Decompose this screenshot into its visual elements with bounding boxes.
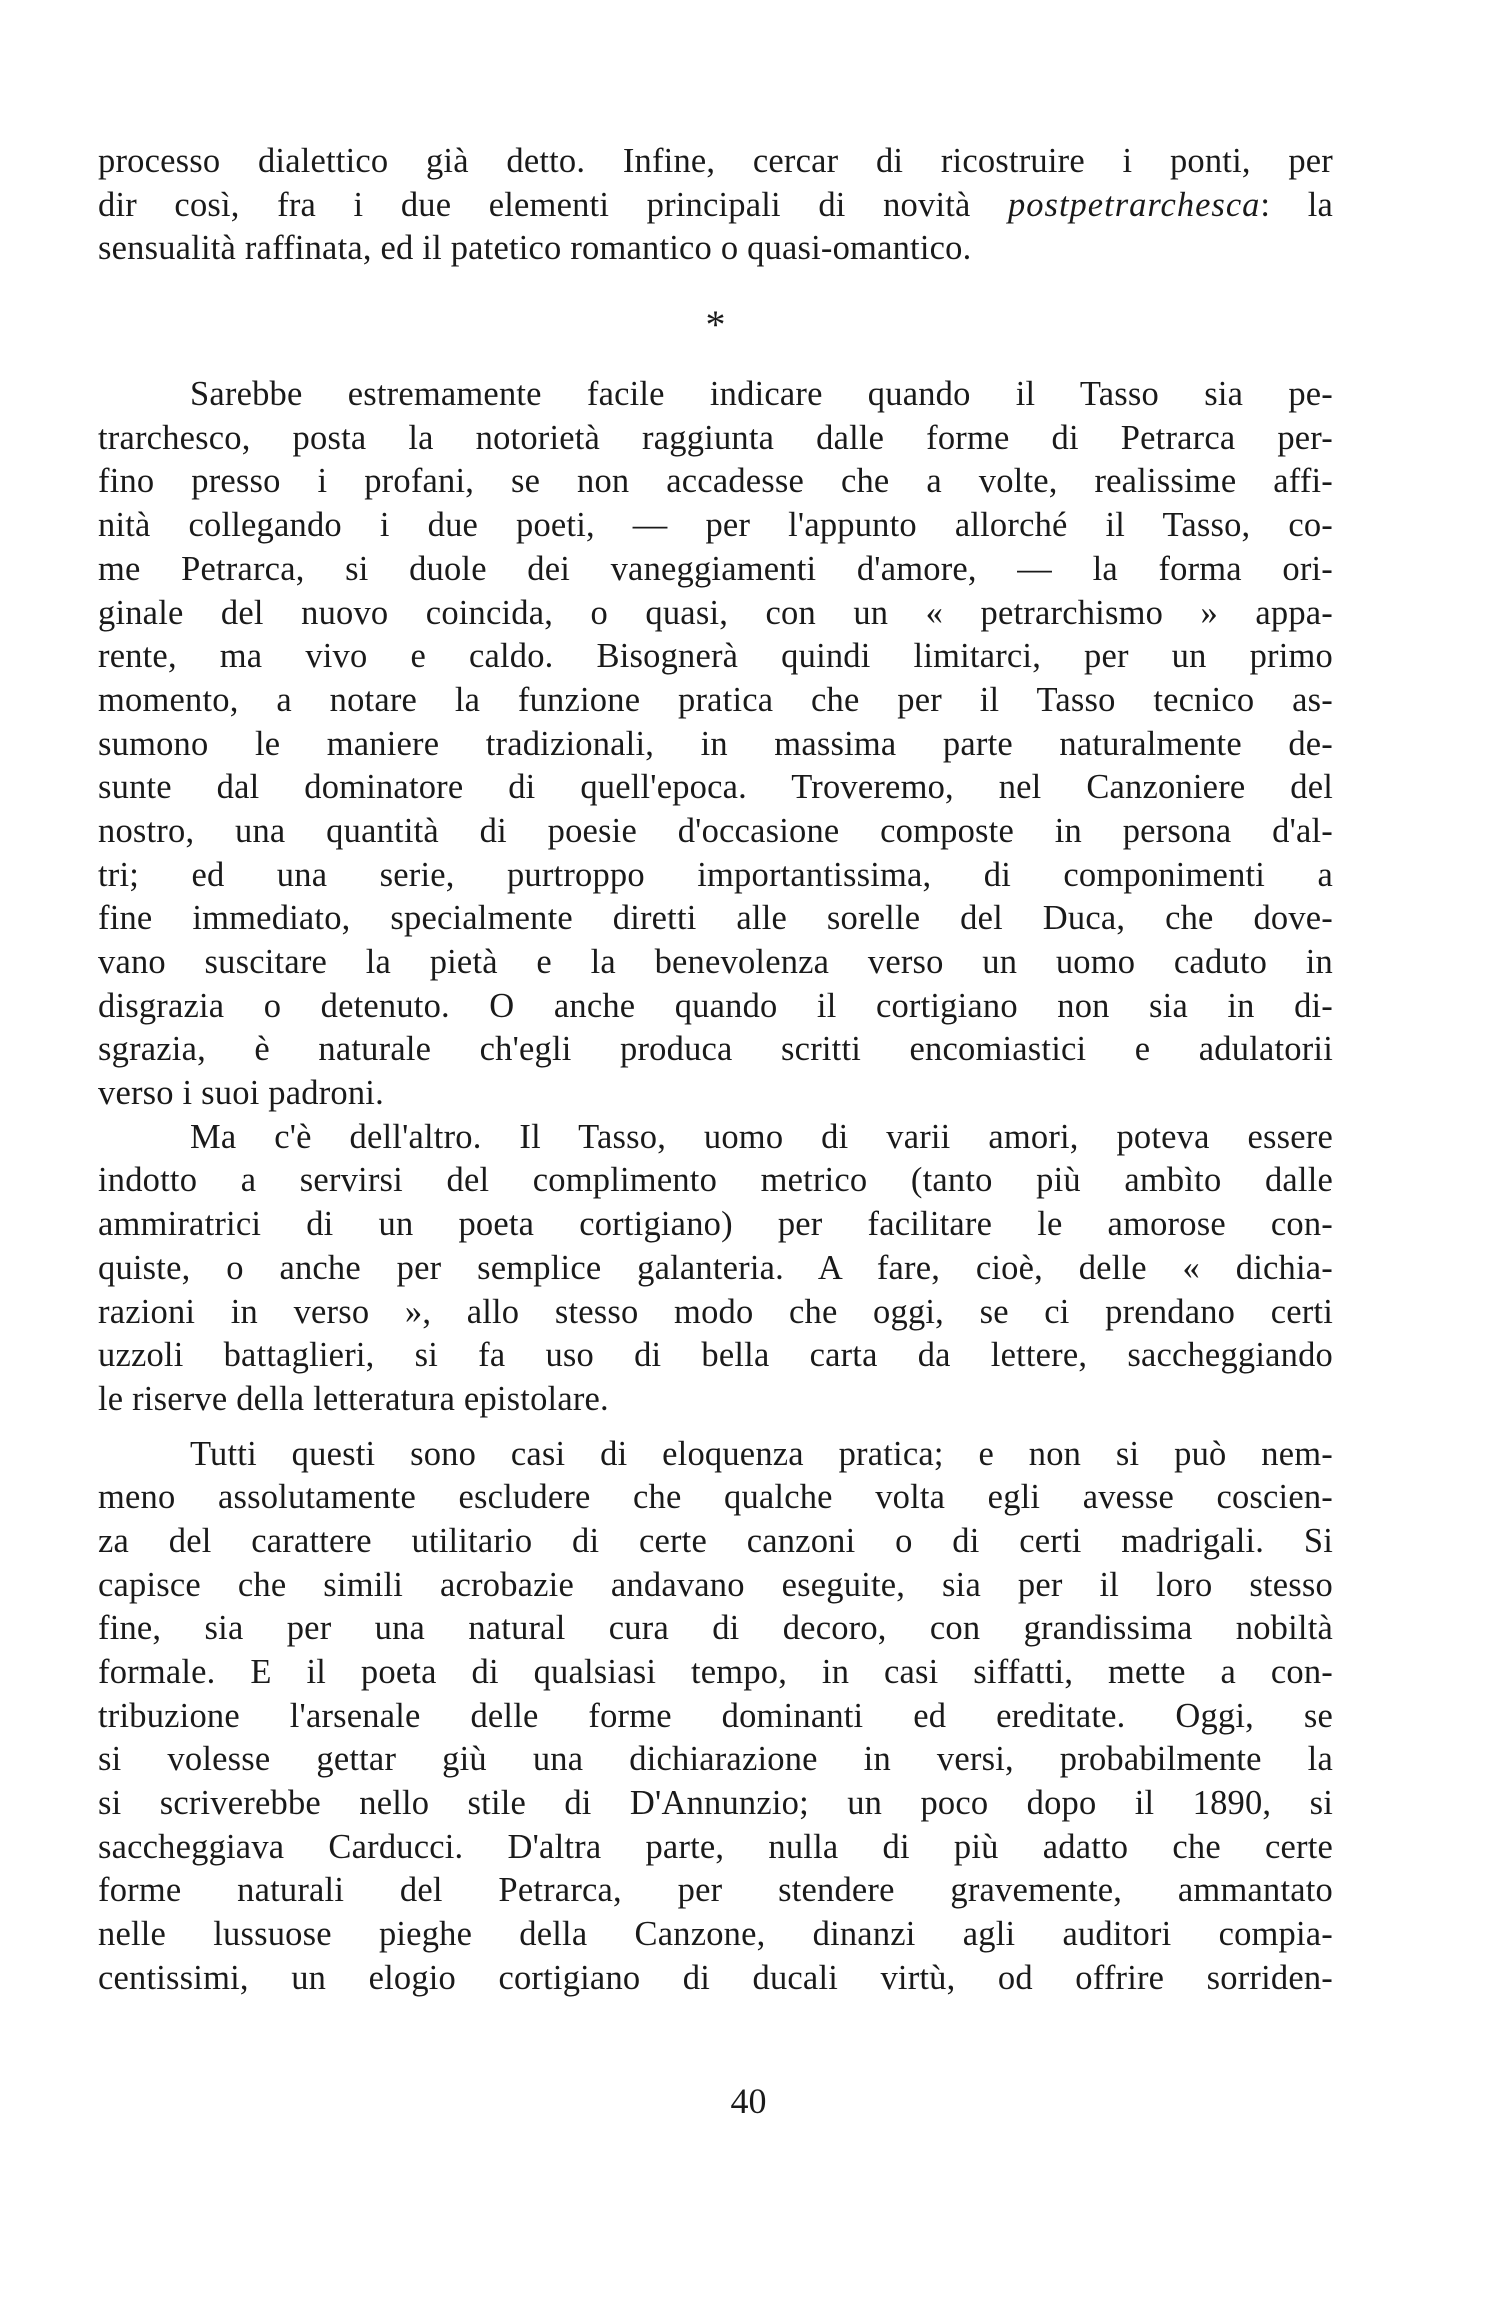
- text-line: sgrazia, è naturale ch'egli produca scritti encomiastici e adulatorii: [98, 1030, 1333, 1069]
- text-line: sumono le maniere tradizionali, in massima parte naturalmente de-: [98, 724, 1333, 763]
- paragraph-1: [98, 373, 1333, 1116]
- text-line: le riserve della letteratura epistolare.: [98, 1379, 609, 1418]
- text-line: meno assolutamente escludere che qualche volta egli avesse coscien-: [98, 1478, 1333, 1517]
- text-line: rente, ma vivo e caldo. Bisognerà quindi limitarci, per un primo: [98, 637, 1333, 676]
- italic-term: postpetrarchesca: [1008, 185, 1261, 224]
- text-line: ammiratrici di un poeta cortigiano) per facilitare le amorose con-: [98, 1205, 1333, 1244]
- text-line: fine immediato, specialmente diretti alle sorelle del Duca, che dove-: [98, 899, 1333, 938]
- text-line: momento, a notare la funzione pratica che per il Tasso tecnico as-: [98, 680, 1333, 719]
- text-line: sunte dal dominatore di quell'epoca. Troveremo, nel Canzoniere del: [98, 768, 1333, 807]
- text-line: Sarebbe estremamente facile indicare quando il Tasso sia pe-: [190, 375, 1333, 414]
- text-line: quiste, o anche per semplice galanteria. A fare, cioè, delle « dichia-: [98, 1248, 1333, 1287]
- text-line: nelle lussuose pieghe della Canzone, dinanzi agli auditori compia-: [98, 1915, 1333, 1954]
- text-line: me Petrarca, si duole dei vaneggiamenti d'amore, — la forma ori-: [98, 549, 1333, 588]
- text-line: razioni in verso », allo stesso modo che oggi, se ci prendano certi: [98, 1292, 1333, 1331]
- text-line: indotto a servirsi del complimento metrico (tanto più ambìto dalle: [98, 1161, 1333, 1200]
- text-line: fino presso i profani, se non accadesse che a volte, realissime affi-: [98, 462, 1333, 501]
- text-line: sensualità raffinata, ed il patetico romantico o quasi-omantico.: [98, 229, 972, 268]
- text-line: [98, 184, 1333, 228]
- text-line: trarchesco, posta la notorietà raggiunta dalle forme di Petrarca per-: [98, 418, 1333, 457]
- text-line: Ma c'è dell'altro. Il Tasso, uomo di varii amori, poteva essere: [190, 1117, 1333, 1156]
- text-line: ginale del nuovo coincida, o quasi, con un « petrarchismo » appa-: [98, 593, 1333, 632]
- text-line: za del carattere utilitario di certe canzoni o di certi madrigali. Si: [98, 1521, 1333, 1560]
- text-run: dir così, fra i due elementi principali di novità: [98, 185, 1009, 224]
- text-line: saccheggiava Carducci. D'altra parte, nulla di più adatto che certe: [98, 1827, 1333, 1866]
- paragraph-2: [98, 1116, 1333, 1422]
- text-line: processo dialettico già detto. Infine, cercar di ricostruire i ponti, per: [98, 142, 1333, 180]
- paragraph-3: [98, 1433, 1333, 2001]
- text-line: nostro, una quantità di poesie d'occasione composte in persona d'al-: [98, 811, 1333, 850]
- intro-paragraph: [98, 140, 1333, 271]
- text-line: Tutti questi sono casi di eloquenza pratica; e non si può nem-: [190, 1434, 1333, 1473]
- page-body: [98, 140, 1333, 2001]
- text-line: tri; ed una serie, purtroppo importantissima, di componimenti a: [98, 855, 1333, 894]
- section-separator: *: [705, 302, 726, 348]
- text-line: formale. E il poeta di qualsiasi tempo, in casi siffatti, mette a con-: [98, 1653, 1333, 1691]
- paragraph-gap: [98, 1422, 1333, 1433]
- text-line: disgrazia o detenuto. O anche quando il cortigiano non sia in di-: [98, 986, 1333, 1025]
- text-line: vano suscitare la pietà e la benevolenza verso un uomo caduto in: [98, 943, 1333, 981]
- text-line: fine, sia per una natural cura di decoro, con grandissima nobiltà: [98, 1609, 1333, 1648]
- page-number: 40: [730, 2081, 767, 2121]
- text-line: verso i suoi padroni.: [98, 1074, 384, 1113]
- text-line: capisce che simili acrobazie andavano eseguite, sia per il loro stesso: [98, 1565, 1333, 1604]
- text-run: : la: [1260, 185, 1333, 224]
- text-line: si scriverebbe nello stile di D'Annunzio; un poco dopo il 1890, si: [98, 1784, 1333, 1823]
- text-line: uzzoli battaglieri, si fa uso di bella carta da lettere, saccheggiando: [98, 1336, 1333, 1375]
- text-line: centissimi, un elogio cortigiano di ducali virtù, od offrire sorriden-: [98, 1958, 1333, 1997]
- text-line: forme naturali del Petrarca, per stendere gravemente, ammantato: [98, 1871, 1333, 1910]
- text-line: nità collegando i due poeti, — per l'appunto allorché il Tasso, co-: [98, 506, 1333, 545]
- text-line: tribuzione l'arsenale delle forme dominanti ed ereditate. Oggi, se: [98, 1696, 1333, 1735]
- text-line: si volesse gettar giù una dichiarazione in versi, probabilmente la: [98, 1740, 1333, 1779]
